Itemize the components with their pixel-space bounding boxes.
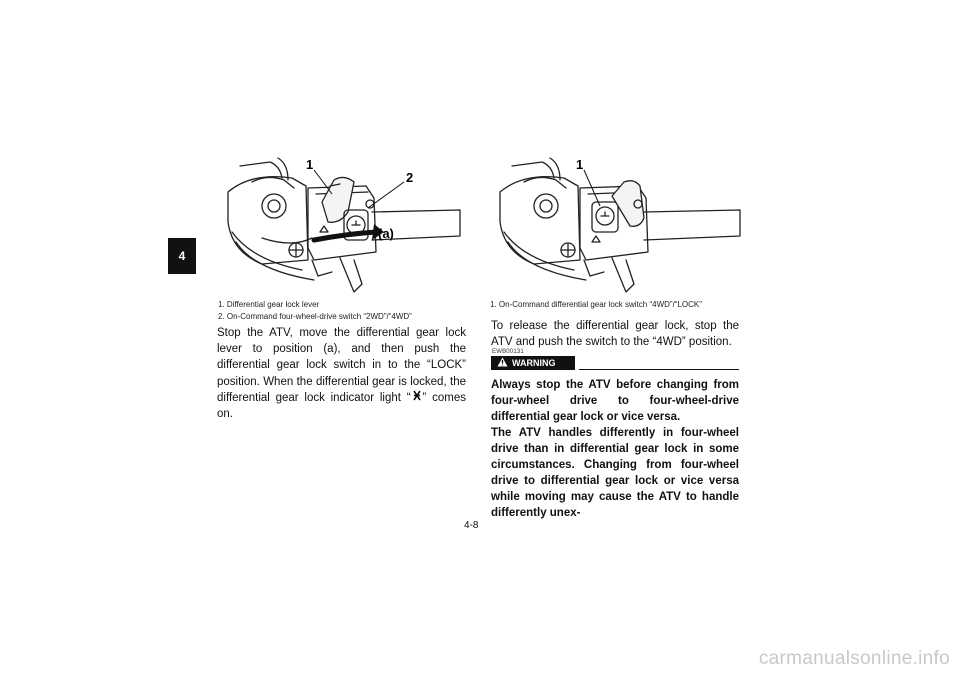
instruction-paragraph-left: Stop the ATV, move the differential gear lock lever to position (a), and then push the differential gear lock switch in to the “LOCK” position. When the differential gear is locked, the differential gear lock indicator light “ ” comes on. (217, 327, 466, 421)
section-tab: 4 (168, 238, 196, 274)
warning-paragraph: The ATV handles differently in four-wheel drive than in differential gear lock in some circumstances. Changing from four-wheel drive to differential gear lock or vice versa while moving may cause the ATV to handle differently unex- (491, 427, 739, 519)
handlebar-switch-illustration-right (494, 152, 742, 298)
callout-a-left: (a) (378, 226, 394, 241)
caption-right (490, 299, 750, 311)
warning-paragraph: Always stop the ATV before changing from four-wheel drive to four-wheel-drive differential gear lock or vice versa. (491, 379, 739, 423)
instruction-paragraph-right: To release the differential gear lock, stop the ATV and push the switch to the “4WD” position. (491, 320, 739, 349)
warning-text (491, 377, 739, 521)
watermark: carmanualsonline.info (758, 648, 950, 669)
figure-lock-switch (494, 152, 742, 298)
caption-left (218, 299, 468, 323)
page-number: 4-8 (464, 520, 479, 531)
caption-item: 1. Differential gear lock lever (218, 300, 320, 309)
callout-1-right: 1 (576, 157, 584, 172)
differential-gear-lock-indicator-icon (411, 390, 423, 406)
warning-triangle-icon (497, 357, 508, 369)
handlebar-switch-illustration-left (222, 152, 462, 298)
callout-1-left: 1 (306, 157, 314, 172)
caption-item: 1. On-Command differential gear lock switch “4WD”/“LOCK” (490, 300, 702, 309)
warning-rule (579, 369, 739, 370)
figure-differential-lever (222, 152, 462, 298)
warning-header (491, 356, 739, 372)
warning-code: EWB00131 (492, 349, 524, 355)
warning-badge: WARNING (491, 356, 575, 370)
callout-2-left: 2 (406, 170, 414, 185)
caption-item: 2. On-Command four-wheel-drive switch “2WD”/“4WD” (218, 312, 412, 321)
